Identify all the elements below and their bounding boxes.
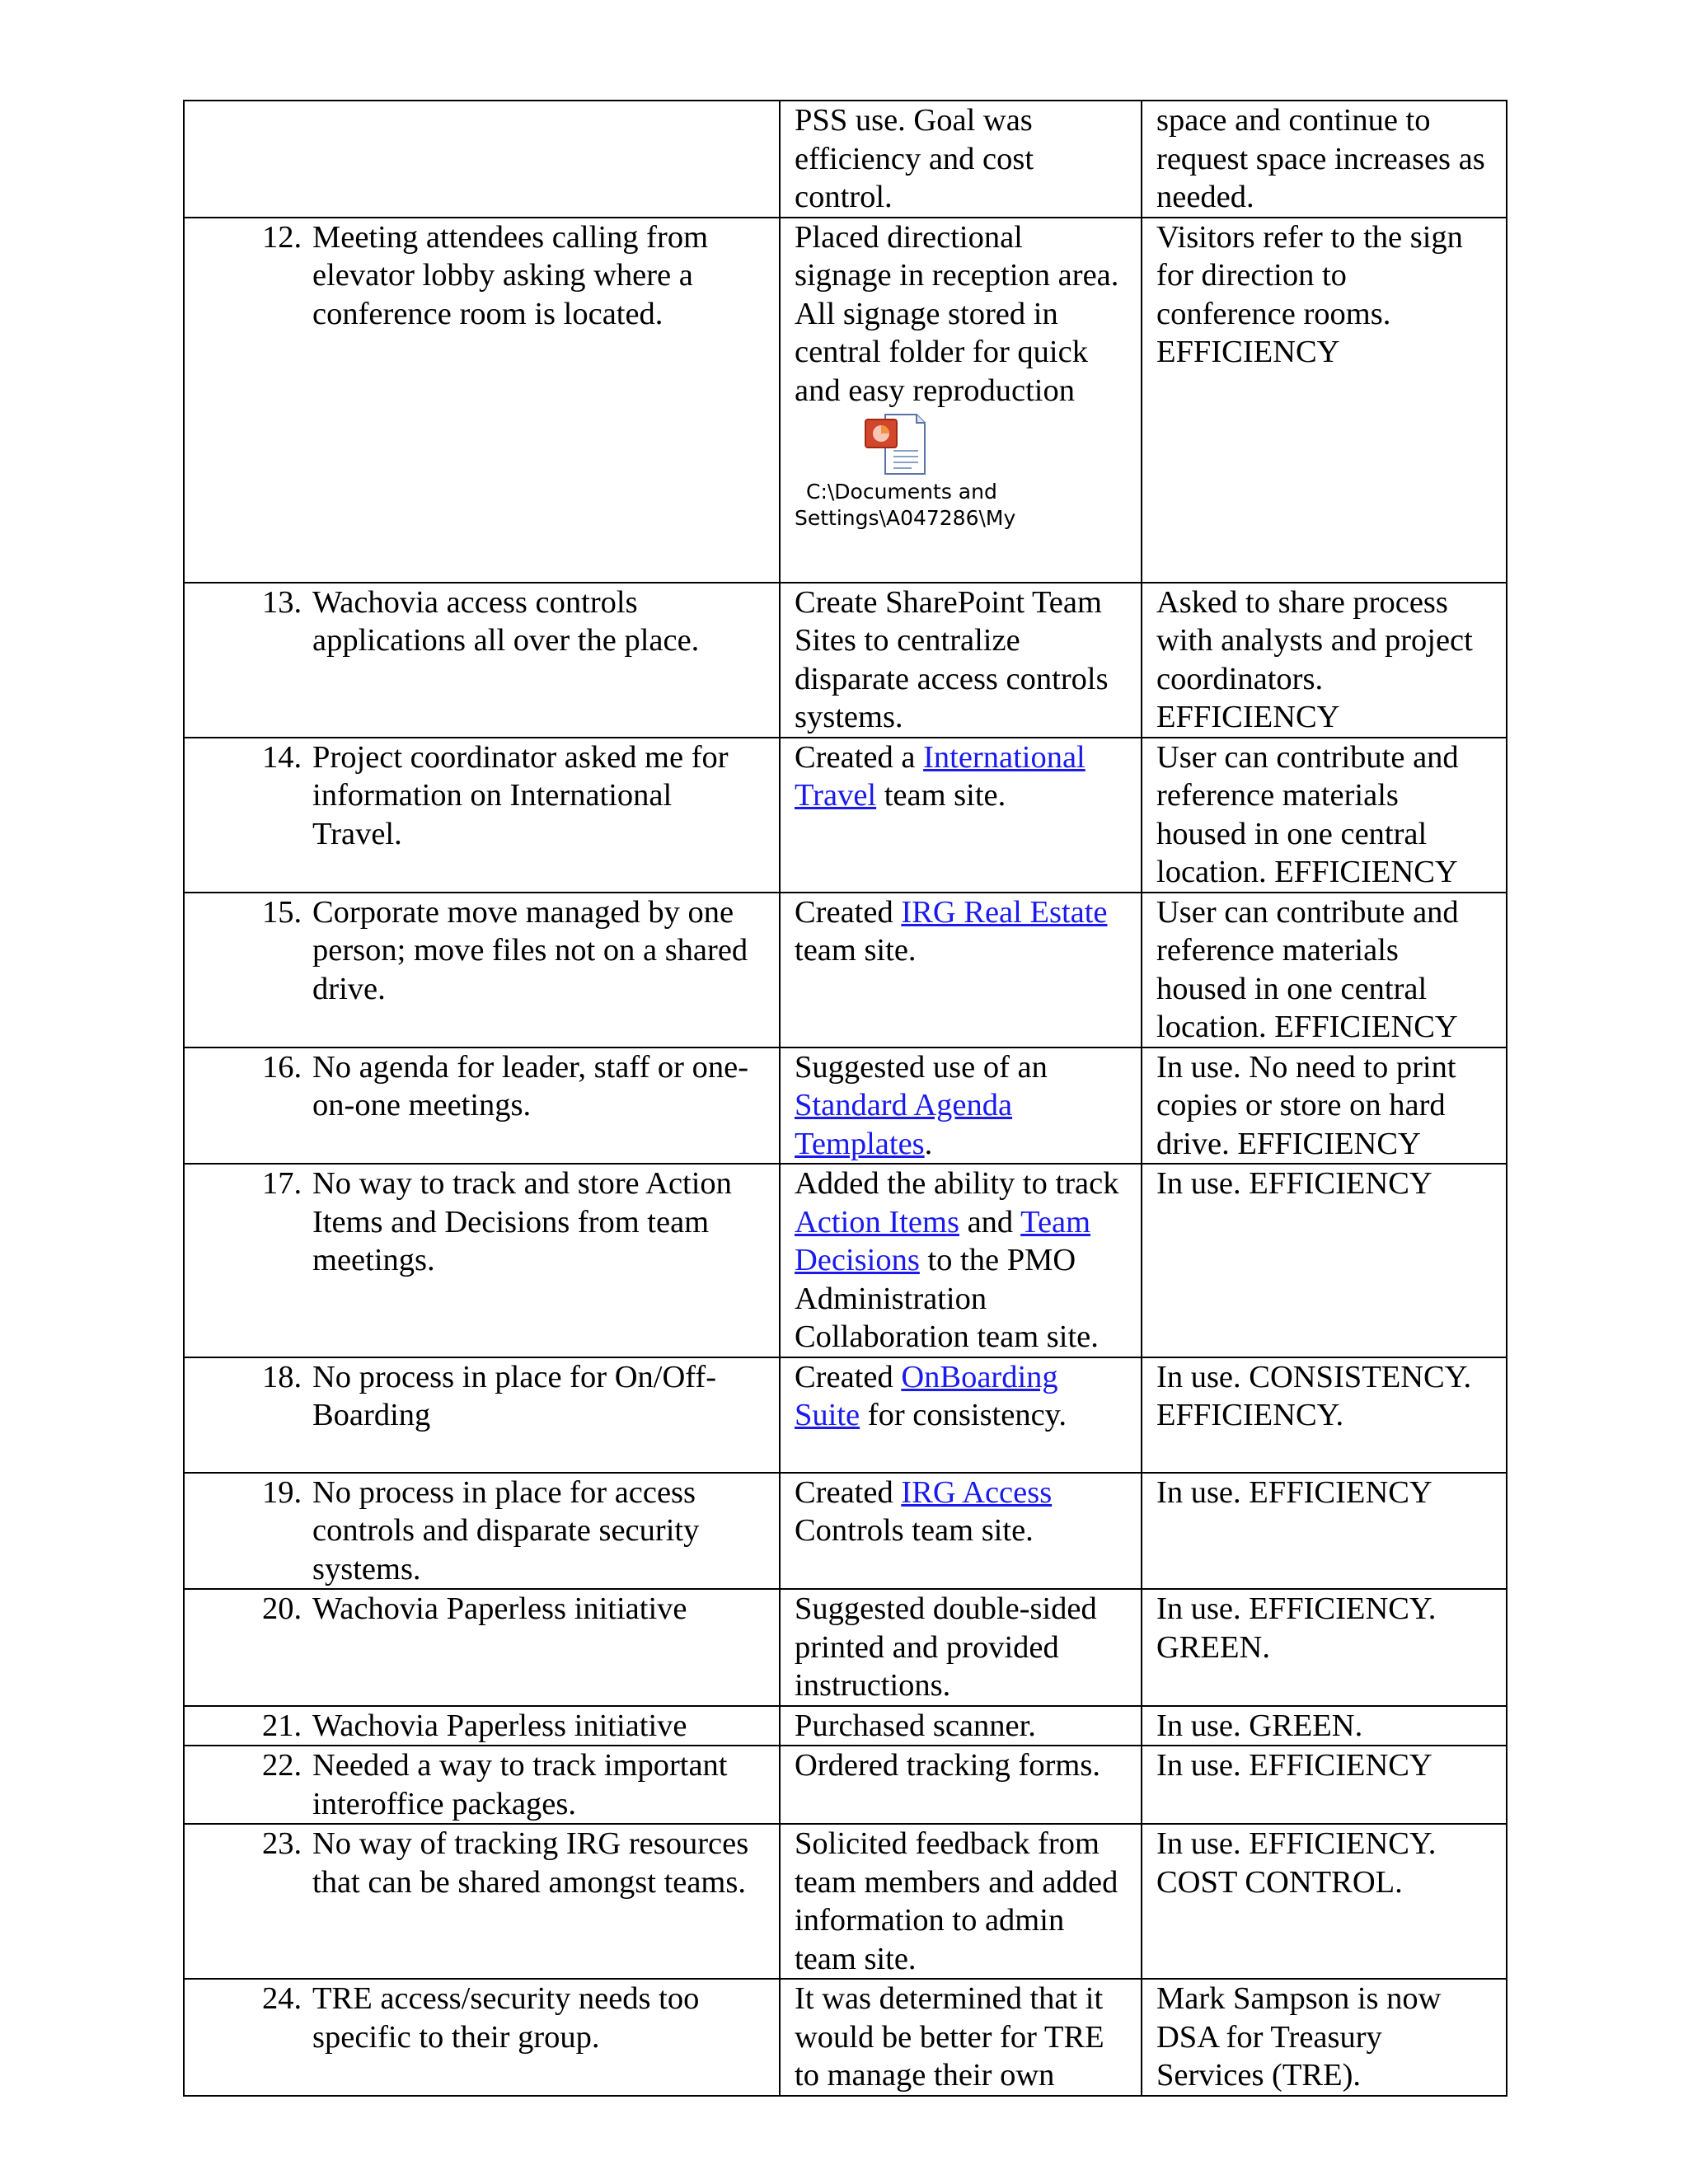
solution-cell [780,101,1142,218]
solution-segment: Create SharePoint Team Sites to centralize disparate access controls systems. [795,584,1109,734]
problem-text: No way of tracking IRG resources that can be shared amongst teams. [312,1826,749,1900]
solution-cell [780,218,1142,583]
solution-text [795,1048,1128,1164]
result-cell [1142,1473,1507,1590]
item-number: 12. [262,219,302,255]
problem-cell [184,738,780,893]
table-row [184,1589,1507,1706]
problem-cell [184,1979,780,2096]
hyperlink[interactable]: International Travel [795,739,1085,813]
table-body [184,101,1507,2096]
solution-cell [780,1357,1142,1473]
problem-item [199,583,766,660]
table-row [184,1746,1507,1824]
item-number: 19. [262,1474,302,1510]
problem-cell [184,1164,780,1357]
problem-text: Wachovia Paperless initiative [312,1591,687,1626]
result-cell [1142,218,1507,583]
solution-segment: Created [795,1359,902,1394]
problem-item [199,1048,766,1125]
problem-cell [184,1357,780,1473]
problem-item [199,1825,766,1901]
hyperlink[interactable]: Standard Agenda Templates [795,1088,1013,1161]
solution-cell [780,1979,1142,2096]
table-row [184,1473,1507,1590]
solution-segment: team site. [876,778,1006,813]
result-text: In use. EFFICIENCY. COST CONTROL. [1156,1826,1437,1900]
result-text: space and continue to request space increases as needed. [1156,103,1485,214]
result-cell [1142,1706,1507,1746]
result-text: Mark Sampson is now DSA for Treasury Services (TRE). [1156,1981,1442,2093]
solution-segment: Created [795,1474,902,1510]
solution-segment: team site. [795,933,917,968]
problem-item [199,893,766,1009]
solution-text [795,1358,1128,1435]
solution-segment: Suggested use of an [795,1049,1048,1085]
hyperlink[interactable]: IRG Real Estate [901,894,1108,930]
problem-item [199,1590,766,1629]
result-cell [1142,1979,1507,2096]
problem-text: Wachovia Paperless initiative [312,1708,687,1743]
hyperlink[interactable]: Action Items [795,1204,959,1240]
item-number: 24. [262,1981,302,2016]
solution-cell [780,1824,1142,1979]
powerpoint-document-icon[interactable] [862,413,928,476]
solution-cell [780,583,1142,738]
solution-segment: Controls team site. [795,1513,1034,1548]
embedded-object[interactable] [795,413,1128,532]
solution-segment: It was determined that it would be better for TRE to manage their own [795,1981,1104,2093]
problem-cell [184,893,780,1047]
result-cell [1142,738,1507,893]
solution-text [795,1707,1128,1746]
problem-text: Meeting attendees calling from elevator lobby asking where a conference room is located. [312,219,709,331]
problem-cell [184,1589,780,1706]
item-number: 23. [262,1826,302,1861]
solution-text [795,1746,1128,1785]
problem-text: Wachovia access controls applications all over the place. [312,584,700,658]
solution-segment: Solicited feedback from team members and added information to admin team site. [795,1826,1118,1976]
item-number: 16. [262,1049,302,1085]
result-text: Asked to share process with analysts and project coordinators. EFFICIENCY [1156,584,1473,734]
problem-item [199,1474,766,1589]
result-text: Visitors refer to the sign for direction to conference rooms. EFFICIENCY [1156,219,1463,369]
caption-line-1: C:\Documents and [806,480,997,504]
item-number: 13. [262,584,302,620]
problem-text: No process in place for On/Off-Boarding [312,1359,717,1432]
problem-cell [184,1706,780,1746]
solution-cell [780,1746,1142,1824]
problem-item [199,1165,766,1280]
item-number: 20. [262,1591,302,1626]
solution-segment: Suggested double-sided printed and provided instructions. [795,1591,1097,1703]
result-cell [1142,1047,1507,1165]
solution-text [795,218,1128,410]
solution-segment: Ordered tracking forms. [795,1748,1100,1783]
solution-segment: and [959,1204,1021,1240]
result-cell [1142,1746,1507,1824]
solution-cell [780,1589,1142,1706]
problem-item [199,1707,766,1746]
item-number: 15. [262,894,302,930]
table-row [184,1164,1507,1357]
result-text: User can contribute and reference materials housed in one central location. EFFICIENCY [1156,739,1459,889]
item-number: 17. [262,1166,302,1201]
table-row [184,583,1507,738]
hyperlink[interactable]: Team Decisions [795,1204,1091,1277]
problem-item [199,218,766,334]
item-number: 18. [262,1359,302,1394]
table-row [184,1357,1507,1473]
problem-item [199,1358,766,1435]
embedded-object-caption [795,479,1128,532]
table-row [184,1706,1507,1746]
solution-cell [780,1706,1142,1746]
solution-segment: . [924,1126,933,1161]
solution-segment: Added the ability to track [795,1166,1119,1201]
hyperlink[interactable]: IRG Access [901,1474,1053,1510]
result-cell [1142,1824,1507,1979]
problem-text: Project coordinator asked me for information on International Travel. [312,739,729,851]
solution-text [795,583,1128,737]
hyperlink[interactable]: OnBoarding Suite [795,1359,1058,1432]
problem-text: No agenda for leader, staff or one-on-one meetings. [312,1049,749,1122]
solution-text [795,1590,1128,1705]
problem-cell [184,1473,780,1590]
problem-cell [184,218,780,583]
problem-cell [184,1746,780,1824]
solution-segment: Created [795,894,902,930]
result-cell [1142,1589,1507,1706]
problem-text: No way to track and store Action Items and Decisions from team meetings. [312,1166,732,1277]
item-number: 22. [262,1748,302,1783]
solution-text [795,101,1128,217]
result-text: In use. EFFICIENCY [1156,1166,1432,1201]
solution-segment: PSS use. Goal was efficiency and cost control. [795,103,1034,214]
result-cell [1142,1357,1507,1473]
item-number: 14. [262,739,302,775]
solution-segment: to the PMO Administration Collaboration team site. [795,1243,1099,1354]
table-row [184,1047,1507,1165]
solution-cell [780,1164,1142,1357]
result-text: In use. GREEN. [1156,1708,1363,1743]
table-row [184,1979,1507,2096]
solution-segment: Created a [795,739,924,775]
solution-text [795,738,1128,815]
problem-text: Corporate move managed by one person; move files not on a shared drive. [312,894,748,1006]
result-text: In use. No need to print copies or store on hard drive. EFFICIENCY [1156,1049,1456,1161]
problem-cell [184,1047,780,1165]
result-text: In use. EFFICIENCY. GREEN. [1156,1591,1437,1665]
solution-cell [780,1047,1142,1165]
problem-item [199,1746,766,1823]
solution-segment: Placed directional signage in reception area. All signage stored in central folder for quick and easy reproduction [795,219,1119,408]
solution-text [795,1474,1128,1550]
solution-segment: for consistency. [860,1398,1067,1432]
problem-cell [184,1824,780,1979]
item-number: 21. [262,1708,302,1743]
solution-text [795,1825,1128,1978]
table-row [184,218,1507,583]
problem-text: No process in place for access controls and disparate security systems. [312,1474,700,1586]
solution-cell [780,893,1142,1047]
accomplishments-table [183,100,1507,2097]
solution-text [795,1165,1128,1357]
result-text: In use. CONSISTENCY. EFFICIENCY. [1156,1359,1472,1432]
table-row [184,101,1507,218]
table-row [184,893,1507,1047]
table-row [184,738,1507,893]
solution-text [795,1980,1128,2095]
result-cell [1142,101,1507,218]
result-text: In use. EFFICIENCY [1156,1474,1432,1510]
result-cell [1142,893,1507,1047]
problem-text: Needed a way to track important interoffice packages. [312,1748,728,1821]
result-text: User can contribute and reference materials housed in one central location. EFFICIENCY [1156,894,1459,1044]
solution-cell [780,738,1142,893]
problem-text: TRE access/security needs too specific to their group. [312,1981,700,2055]
problem-cell [184,101,780,218]
result-cell [1142,1164,1507,1357]
solution-cell [780,1473,1142,1590]
solution-text [795,893,1128,970]
solution-segment: Purchased scanner. [795,1708,1036,1743]
caption-line-2: Settings\A047286\My [795,506,1016,530]
result-cell [1142,583,1507,738]
problem-item [199,1980,766,2056]
problem-cell [184,583,780,738]
result-text: In use. EFFICIENCY [1156,1748,1432,1783]
problem-item [199,738,766,854]
table-row [184,1824,1507,1979]
